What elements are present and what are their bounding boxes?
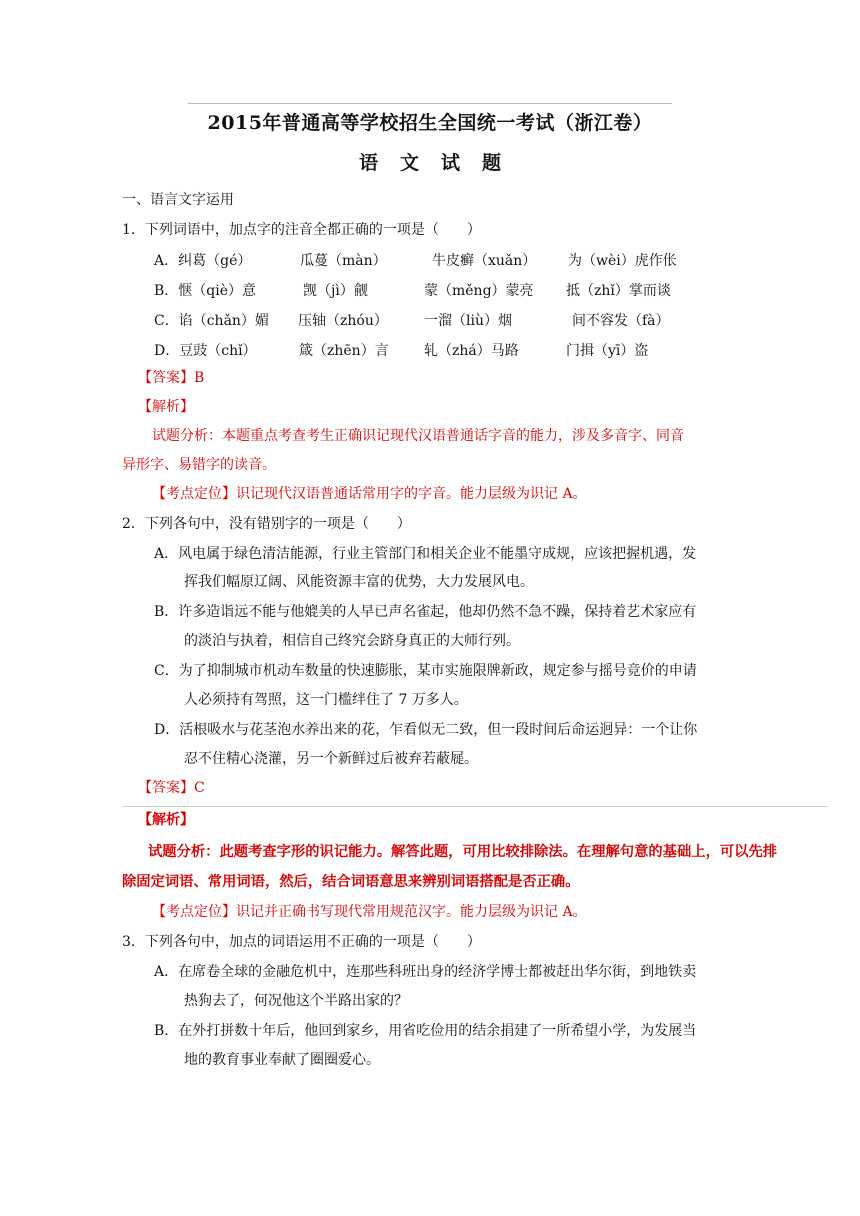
q1-answer: 【答案】B (138, 370, 205, 386)
q1-b-1: B．惬（qiè）意 (154, 283, 257, 299)
q2-analysis-2: 除固定词语、常用词语，然后，结合词语意思来辨别词语搭配是否正确。 (122, 874, 580, 890)
page-subtitle: 语文试题 (358, 152, 523, 174)
q1-c-1: C．谄（chǎn）媚 (154, 313, 269, 329)
q1-b-3: 蒙（měng）蒙亮 (424, 283, 534, 299)
q2-d-line2: 忍不住精心浇灌，另一个新鲜过后被弃若蔽屣。 (184, 751, 478, 767)
q1-c-3: 一溜（liù）烟 (424, 313, 512, 329)
q3-b-line2: 地的教育事业奉献了圈圈爱心。 (184, 1052, 380, 1068)
q1-a-3: 牛皮癣（xuǎn） (432, 253, 537, 269)
section-divider (122, 806, 828, 807)
q1-b-2: 觊（jì）觎 (303, 283, 368, 299)
q2-analysis-1: 试题分析：此题考查字形的识记能力。解答此题，可用比较排除法。在理解句意的基础上，可以先排 (148, 844, 778, 860)
q1-d-4: 门揖（yī）盗 (566, 343, 649, 359)
q1-stem: 1．下列词语中，加点字的注音全都正确的一项是（ ） (122, 222, 481, 238)
q1-b-4: 抵（zhǐ）掌而谈 (566, 283, 671, 299)
q2-c-line1: C．为了抑制城市机动车数量的快速膨胀，某市实施限牌新政，规定参与摇号竞价的申请 (154, 663, 697, 679)
q1-a-2: 瓜蔓（màn） (300, 253, 387, 269)
q2-b-line1: B．许多造诣远不能与他媲美的人早已声名雀起，他却仍然不急不躁，保持着艺术家应有 (154, 604, 697, 620)
header-rule (188, 103, 672, 104)
q2-d-line1: D．活根吸水与花茎泡水养出来的花，乍看似无二致，但一段时间后命运迥异：一个让你 (154, 722, 698, 738)
q1-a-1: A．纠葛（gé） (154, 253, 252, 269)
q3-a-line2: 热狗去了，何况他这个半路出家的？ (184, 993, 408, 1009)
q1-d-1: D．豆豉（chǐ） (154, 343, 257, 359)
q2-c-line2: 人必须持有驾照，这一门槛绊住了 7 万多人。 (184, 692, 468, 708)
q2-answer: 【答案】C (138, 780, 205, 796)
q1-c-2: 压轴（zhóu） (298, 313, 388, 329)
q2-analysis-label: 【解析】 (138, 812, 194, 828)
q1-c-4: 间不容发（fà） (572, 313, 670, 329)
q1-a-4: 为（wèi）虎作伥 (568, 253, 677, 269)
q2-stem: 2．下列各句中，没有错别字的一项是（ ） (122, 516, 411, 532)
q1-d-2: 箴（zhēn）言 (299, 343, 389, 359)
q3-stem: 3．下列各句中，加点的词语运用不正确的一项是（ ） (122, 934, 481, 950)
q2-point: 【考点定位】识记并正确书写现代常用规范汉字。能力层级为识记 A。 (152, 904, 587, 920)
q1-analysis-2: 异形字、易错字的读音。 (122, 457, 276, 473)
q2-a-line1: A．风电属于绿色清洁能源，行业主管部门和相关企业不能墨守成规，应该把握机遇，发 (154, 546, 697, 562)
q1-analysis-1: 试题分析：本题重点考查考生正确识记现代汉语普通话字音的能力，涉及多音字、同音 (152, 428, 684, 444)
section-heading: 一、语言文字运用 (122, 192, 234, 208)
q2-b-line2: 的淡泊与执着，相信自己终究会跻身真正的大师行列。 (184, 633, 520, 649)
q3-b-line1: B．在外打拼数十年后，他回到家乡，用省吃俭用的结余捐建了一所希望小学，为发展当 (154, 1023, 697, 1039)
q1-analysis-label: 【解析】 (138, 399, 194, 415)
page-title: 2015年普通高等学校招生全国统一考试（浙江卷） (207, 112, 653, 134)
q3-a-line1: A．在席卷全球的金融危机中，连那些科班出身的经济学博士都被赶出华尔街，到地铁卖 (154, 964, 697, 980)
q1-d-3: 轧（zhá）马路 (424, 343, 519, 359)
q1-point: 【考点定位】识记现代汉语普通话常用字的字音。能力层级为识记 A。 (152, 486, 587, 502)
q2-a-line2: 挥我们幅原辽阔、风能资源丰富的优势，大力发展风电。 (184, 574, 534, 590)
